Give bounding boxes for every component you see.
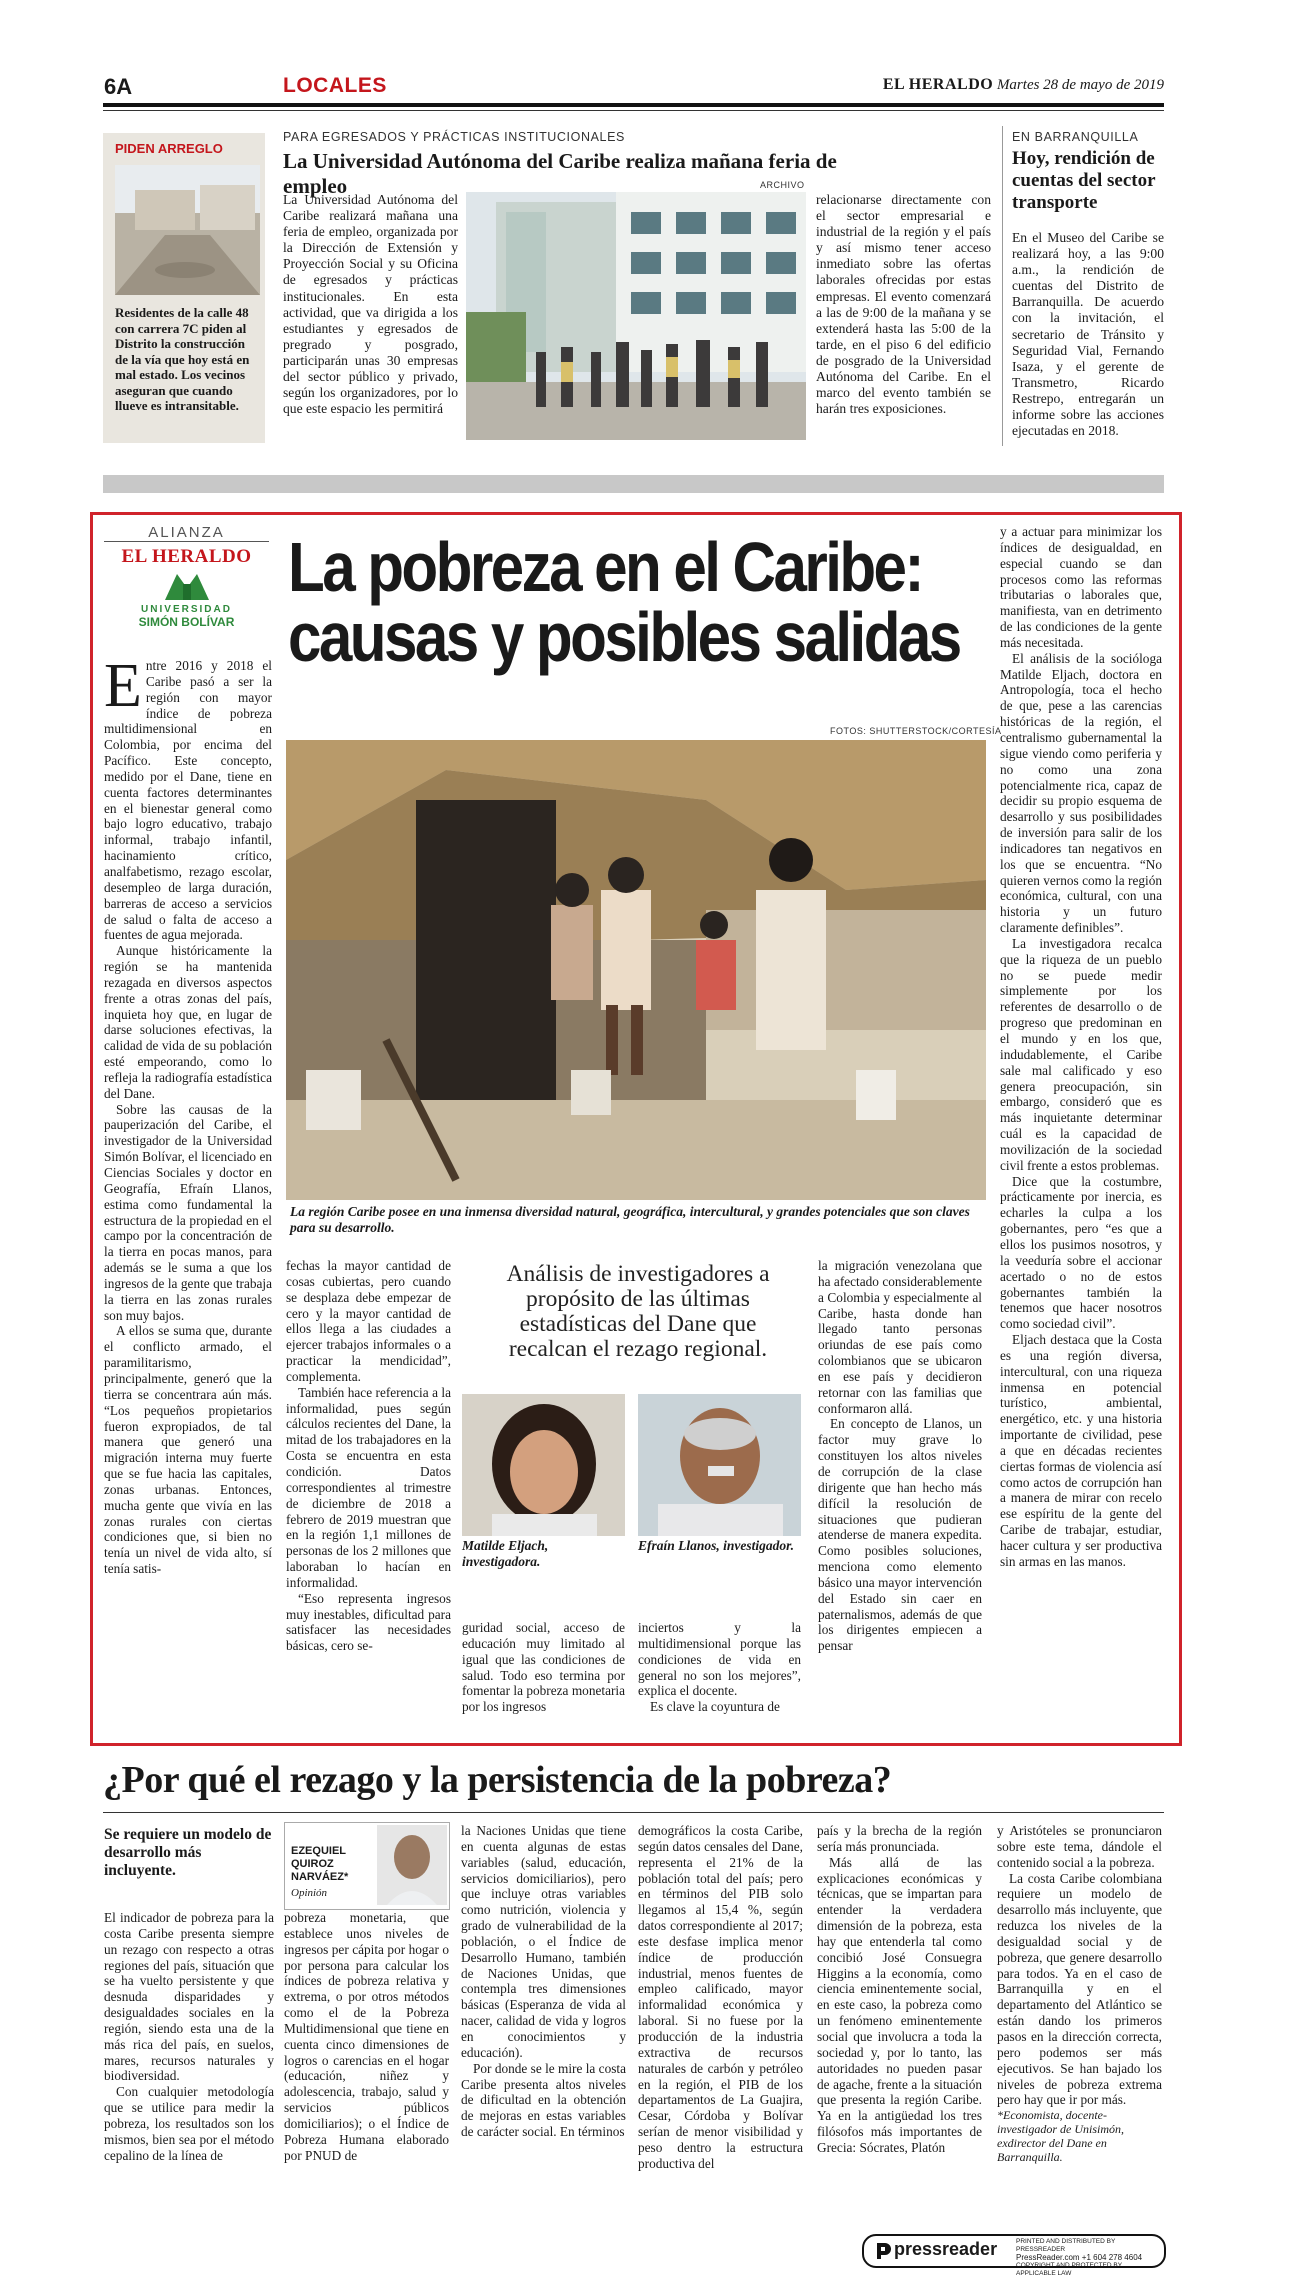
feature-photo	[286, 740, 986, 1200]
feria-photo-credit: ARCHIVO	[760, 180, 805, 190]
opinion-col3: la Naciones Unidas que tiene en cuenta algunas de estas variables (salud, educación, servicios domiciliarios), pero que incluye otras variables como nutrición, violencia y grado de vulnerabilidad de la población, o el Índice de Desarrollo Humano, también de Naciones Unidas, que contempla tres dimensiones básicas (Esperanza de vida al nacer, calidad de vida y logros en conocimientos y educación). Por donde se le mire la costa Caribe presenta altos niveles de dificultad en la obtención de mejoras en estas variables de carácter social. En términos	[461, 1823, 626, 2140]
feature-photo-credit: FOTOS: SHUTTERSTOCK/CORTESÍA	[830, 726, 1002, 736]
feature-photo-caption: La región Caribe posee en una inmensa diversidad natural, geográfica, intercultural, y grandes potenciales que son claves para su desarrollo.	[290, 1204, 970, 1235]
rendicion-body: En el Museo del Caribe se realizará hoy, a las 9:00 a.m., la rendición de cuentas del Distrito de Barranquilla. De acuerdo con la invitación, el secretario de Tránsito y Seguridad Vial, Fernando Isaza, y el gerente de Transmetro, Ricardo Restrepo, entregarán un informe sobre las acciones ejecutadas en 2018.	[1012, 230, 1164, 439]
portrait-matilde	[462, 1394, 625, 1536]
portrait-matilde-caption: Matilde Eljach, investigadora.	[462, 1538, 549, 1569]
masthead-name: EL HERALDO	[882, 76, 994, 93]
opinion-deck: Se requiere un modelo de desarrollo más incluyente.	[104, 1826, 272, 1879]
alliance-label: ALIANZA	[104, 524, 269, 542]
opinion-col4: demográficos la costa Caribe, según datos censales del Dane, representa el 21% de la población total del país; pero en términos del PIB solo llegamos al 15,4 %, según datos correspondiente al 2017; este desfase implica menor índice de producción industrial, menos fuentes de empleo calificado, mayor informalidad económica y laboral. Si no fuese por la producción de la industria extractiva de recursos naturales de carbón y petróleo en la región, el PIB de los departamentos de La Guajira, Cesar, Córdoba y Bolívar serían de menor visibilidad y peso dentro la estructura productiva del	[638, 1823, 803, 2171]
feature-col1: E ntre 2016 y 2018 el Caribe pasó a ser la región con mayor índice de pobreza multidimensional en Colombia, por encima del Pacífico. Este concepto, medido por el Dane, tiene en cuenta factores determinantes en el bienestar general como bajo logro educativo, trabajo informal, trabajo infantil, hacinamiento crítico, analfabetismo, rezago escolar, desempleo de larga duración, barreras de acceso a servicios de salud o falta de acceso a fuentes de agua mejorada. Aunque históricamente la región se ha mantenida rezagada en diversos aspectos frente a otras zonas del país, inquieta hoy que, en lugar de darse soluciones efectivas, la calidad de vida de su población esté empeorando, como lo refleja la radiografía estadística del Dane. Sobre las causas de la pauperización del Caribe, el investigador de la Universidad Simón Bolívar, el licenciado en Ciencias Sociales y doctor en Geografía, Efraín Llanos, estima como fundamental la estructura de la propiedad en el campo por la concentración de la tierra en pocas manos, para además se le suma a que los ingresos de la gente que trabaja la tierra en las zonas rurales son muy bajos. A ellos se suma que, durante el conflicto armado, el paramilitarismo, principalmente, generó que la tierra se concentrara aún más. “Los pequeños propietarios fueron expropiados, de tal manera que generó una migración interna muy fuerte que se fue hacia las capitales, zonas urbanas. Entonces, mucha gente que vivía en las zonas rurales con ciertas condiciones que, si bien no tenía un nivel de vida alto, sí tenía satis-	[104, 652, 272, 1577]
author-name: EZEQUIEL QUIROZ NARVÁEZ*	[291, 1845, 349, 1883]
street-photo	[115, 165, 260, 295]
rendicion-kicker: EN BARRANQUILLA	[1012, 130, 1139, 144]
piden-arreglo-caption: Residentes de la calle 48 con carrera 7C piden al Distrito la construcción de la vía que hoy está en mal estado. Los vecinos aseguran que cuando llueve es intransitable.	[115, 305, 250, 413]
university-crest-icon	[104, 570, 269, 608]
feria-col2: relacionarse directamente con el sector empresarial e industrial de la región y el país y así mismo tener acceso inmediato sobre las ofertas laborales ofrecidas por estas empresas. El evento comenzará a las de 9:00 de la mañana y se extenderá hasta las 5:00 de la tarde, en el piso 6 del edificio de posgrado de la Universidad Autónoma del Caribe. En el marco del evento también se harán tres exposiciones.	[816, 192, 991, 417]
author-role: Opinión	[291, 1887, 328, 1899]
feature-col4: inciertos y la multidimensional porque las condiciones de vida en general no son los mejores”, explica el docente. Es clave la coyuntura de	[638, 1620, 801, 1715]
feature-col5: la migración venezolana que ha afectado considerablemente a Colombia y especialmente al Caribe, hasta donde han llegado tanto personas oriundas de ese país como colombianos que se ubicaron en ese país y decidieron retornar con las familias que conformaron allá. En concepto de Llanos, un factor muy grave lo constituyen los altos niveles de corrupción de la clase dirigente que han hecho más difícil la resolución de situaciones que pudieran atenderse de manera expedita. Como posibles soluciones, menciona como elemento básico una mayor intervención del Estado sin caer en paternalismos, además de que los dirigentes empiecen a pensar	[818, 1258, 982, 1654]
opinion-rule	[103, 1812, 1164, 1813]
feria-col1: La Universidad Autónoma del Caribe realizará mañana una feria de empleo, organizada por la Dirección de Extensión y Proyección Social y su Oficina de egresados y prácticas institucionales. En esta actividad, que va dirigida a los estudiantes y egresados de pregrado y posgrado, participarán unas 30 empresas del sector público y privado, según los organizadores, por lo que este espacio les permitirá	[283, 192, 458, 417]
opinion-footnote: *Economista, docente-investigador de Unisimón, exdirector del Dane en Barranquilla.	[997, 2108, 1124, 2165]
feria-photo	[466, 192, 806, 440]
dropcap: E	[104, 652, 142, 720]
header-rule-thin	[103, 110, 1164, 111]
section-divider-bar	[103, 475, 1164, 493]
alliance-logo	[104, 524, 269, 644]
opinion-headline: ¿Por qué el rezago y la persistencia de la pobreza?	[103, 1759, 892, 1801]
feria-headline: La Universidad Autónoma del Caribe realiza mañana feria de empleo	[283, 149, 837, 198]
column-divider	[1002, 126, 1003, 446]
header-rule	[103, 103, 1164, 107]
opinion-col5: país y la brecha de la región sería más pronunciada. Más allá de las explicaciones económicas y técnicas, que se impartan para entender la verdadera dimensión de la pobreza, esta hay que entenderla tal como concibió José Consuegra Higgins a la economía, como ciencia eminentemente social, en este caso, la pobreza como un fenómeno eminentemente social que involucra a toda la sociedad y, por lo tanto, las autoridades no pueden pasar de agache, frente a la situación que presenta la región Caribe. Ya en la antigüedad los tres filósofos más importantes de Grecia: Sócrates, Platón	[817, 1823, 982, 2155]
feature-col6: y a actuar para minimizar los índices de desigualdad, en especial cuando se dan procesos como las reformas tributarias o laborales que, manifiesta, van en detrimento de las condiciones de la gente más necesitada. El análisis de la socióloga Matilde Eljach, doctora en Antropología, toca el hecho de que, pese a las carencias históricas de la región, el centralismo gubernamental la sigue viendo como periferia y no como una zona potencialmente rica, capaz de decidir su propio esquema de desarrollo y sus posibilidades de inversión para salir de los indicadores tan negativos en los que se encuentra. “No quieren vernos como la región económica, cultural, con una historia y un futuro claramente definibles”. La investigadora recalca que la riqueza de un pueblo no se puede medir simplemente por los referentes de desarrollo o de progreso que predominan en el mundo y en los que, indudablemente, el Caribe sale mal calificado y eso genera preocupación, sin embargo, consideró que es más inquietante determinar cuál es la capacidad de movilización de la sociedad civil frente a estos problemas. Dice que la costumbre, prácticamente por inercia, es echarles la culpa a los gobernantes, pero “es que a ellos los pusimos nosotros, y la veeduría sobre el accionar acertado o no de estos gobernantes también la tenemos que hacer nosotros como sociedad civil”. Eljach destaca que la Costa es una región diversa, intercultural, con una riqueza inmensa en potencial turístico, ambiental, energético, etc. y una historia importante de civilidad, pese a que en décadas recientes ciertas formas de violencia así como actos de corrupción han a manera de mirar con recelo ese espíritu de la gente del Caribe de trabajar, estudiar, hacer cultura y ser productiva sin armas en las manos.	[1000, 524, 1162, 1569]
headline-line1: La pobreza en el Caribe:	[288, 528, 922, 606]
feature-col3: guridad social, acceso de educación muy limitado al igual que las condiciones de salud. Todo eso termina por fomentar la pobreza monetaria por los ingresos	[462, 1620, 625, 1715]
author-photo	[377, 1825, 447, 1905]
masthead-date	[883, 76, 1164, 94]
opinion-col6: y Aristóteles se pronunciaron sobre este tema, dándole el contenido social a la pobreza. La costa Caribe colombiana requiere un modelo de desarrollo más incluyente, que reduzca los niveles de la desigualdad social y de pobreza, que genere desarrollo para todos. Ya en el caso de Barranquilla y en el departamento del Atlántico se están dando los primeros pasos en la dirección correcta, pero podemos ser más ejecutivos. Se han bajado los niveles de pobreza extrema pero hay que ir por más. *Economista, docente-investigador de Unisimón, exdirector del Dane en Barranquilla.	[997, 1823, 1162, 2165]
portrait-efrain	[638, 1394, 801, 1536]
author-box	[284, 1822, 450, 1910]
page-number: 6A	[104, 74, 133, 99]
feature-headline	[288, 528, 960, 676]
headline-line2: causas y posibles salidas	[288, 598, 960, 676]
pull-quote: Análisis de investigadores a propósito de las últimas estadísticas del Dane que recalcan el rezago regional.	[506, 1261, 770, 1362]
alliance-univ-line2: SIMÓN BOLÍVAR	[138, 615, 235, 629]
opinion-col1: El indicador de pobreza para la costa Caribe presenta siempre un rezago con respecto a otras regiones del país, situación que se ha vuelto persistente y que desnuda disparidades y desigualdades sociales en la región, siendo esta una de la más rica del país, en suelos, mares, recursos naturales y biodiversidad. Con cualquier metodología que se utilice para medir la pobreza, los resultados son los mismos, bien sea por el método cepalino de la línea de	[104, 1910, 274, 2163]
feature-col2: fechas la mayor cantidad de cosas cubiertas, pero cuando se desplaza debe empezar de cero y la mayor cantidad de ellos llega a las ciudades a ejercer trabajos informales o a practicar la mendicidad”, complementa. También hace referencia a la informalidad, pues según cálculos recientes del Dane, la mitad de los trabajadores en la Costa se encuentra en esta condición. Datos correspondientes al trimestre de diciembre de 2018 a febrero de 2019 muestran que en la región 1,1 millones de personas de los 2 millones que laboraban lo hacían en informalidad. “Eso representa ingresos muy inestables, dificultad para satisfacer las necesidades básicas, cero se-	[286, 1258, 451, 1654]
feria-kicker: PARA EGRESADOS Y PRÁCTICAS INSTITUCIONALES	[283, 130, 625, 144]
section-label: LOCALES	[283, 74, 387, 97]
issue-date: Martes 28 de mayo de 2019	[996, 77, 1164, 93]
pressreader-legal: PRINTED AND DISTRIBUTED BY PRESSREADER PressReader.com +1 604 278 4604 COPYRIGHT AND PROTECTED BY APPLICABLE LAW	[1016, 2238, 1143, 2277]
alliance-paper: EL HERALDO	[121, 546, 252, 567]
portrait-efrain-caption: Efraín Llanos, investigador.	[638, 1538, 795, 1553]
alliance-univ-line1: UNIVERSIDAD	[141, 604, 232, 615]
opinion-col2: pobreza monetaria, que establece unos niveles de ingresos per cápita por hogar o por persona para calcular los índices de pobreza relativa y extrema, o por otros métodos como el de la Pobreza Multidimensional que tiene en cuenta cinco dimensiones de logros o carencias en el hogar (educación, niñez y adolescencia, trabajo, salud y servicios públicos domiciliarios); o el Índice de Pobreza Humana elaborado por PNUD de	[284, 1910, 449, 2163]
pressreader-logo-icon	[874, 2241, 892, 2265]
piden-arreglo-box	[103, 133, 265, 443]
pressreader-badge	[862, 2234, 1166, 2277]
pressreader-brand: pressreader	[894, 2239, 998, 2259]
rendicion-headline: Hoy, rendición de cuentas del sector transporte	[1012, 148, 1156, 213]
piden-arreglo-label: PIDEN ARREGLO	[115, 141, 223, 156]
